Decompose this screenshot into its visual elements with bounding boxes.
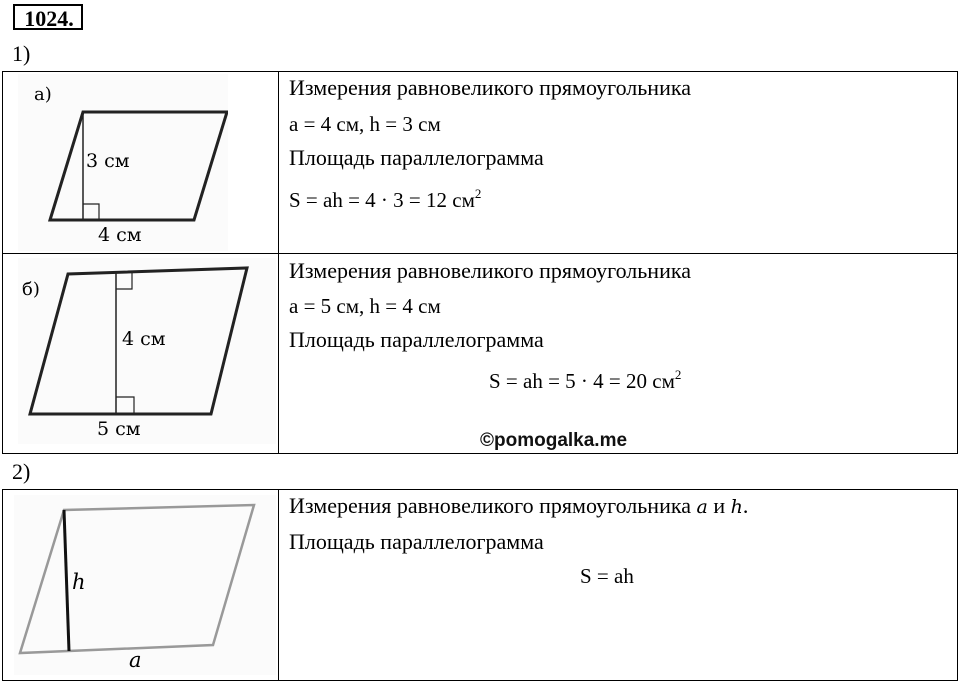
- row-a-line-4: [289, 182, 481, 212]
- row-a-line-3: Площадь параллелограмма: [289, 145, 544, 170]
- part-1-label: 1): [12, 41, 31, 66]
- figure-b-base-label: 5 см: [97, 418, 141, 440]
- table-row-divider: [2, 253, 958, 254]
- row-c-and: и: [713, 493, 726, 518]
- row-a-line-2: a = 4 см, h = 3 см: [289, 112, 441, 136]
- figure-b-height-label: 4 см: [122, 328, 166, 350]
- figure-general-height-label: h: [72, 570, 86, 594]
- row-b-line-2: a = 5 см, h = 4 см: [289, 294, 441, 318]
- table-column-divider: [278, 71, 279, 454]
- problem-number: 1024.: [13, 4, 83, 30]
- figure-a-height-label: 3 см: [86, 150, 130, 172]
- row-b-line-1: Измерения равновеликого прямоугольника: [289, 258, 691, 283]
- figure-a-letter: а): [34, 84, 52, 105]
- row-c-var-h: h: [730, 496, 743, 518]
- figure-parallelogram-general: [14, 495, 276, 675]
- row-c-line-1: [289, 494, 748, 519]
- figure-b-letter: б): [22, 279, 40, 300]
- row-b-line-4: [489, 363, 681, 393]
- row-a-formula: S = ah = 4 · 3 = 12 см: [289, 188, 475, 212]
- row-c-var-a: a: [696, 496, 708, 518]
- row-c-line-3: Площадь параллелограмма: [289, 529, 544, 554]
- table-column-divider: [278, 489, 279, 681]
- row-c-formula: S = ah: [580, 564, 634, 588]
- row-c-period: .: [742, 493, 749, 518]
- watermark: ©pomogalka.me: [480, 430, 628, 451]
- row-a-formula-exponent: 2: [474, 186, 482, 201]
- row-b-formula-exponent: 2: [674, 367, 682, 382]
- part-2-label: 2): [12, 459, 31, 484]
- figure-a-base-label: 4 см: [98, 224, 142, 246]
- row-b-formula: S = ah = 5 · 4 = 20 см: [489, 369, 675, 393]
- row-a-line-1: Измерения равновеликого прямоугольника: [289, 75, 691, 100]
- row-b-line-3: Площадь параллелограмма: [289, 327, 544, 352]
- figure-general-base-label: a: [129, 648, 142, 672]
- figure-parallelogram-b: [18, 258, 276, 444]
- row-c-line-1-text: Измерения равновеликого прямоугольника: [289, 493, 691, 518]
